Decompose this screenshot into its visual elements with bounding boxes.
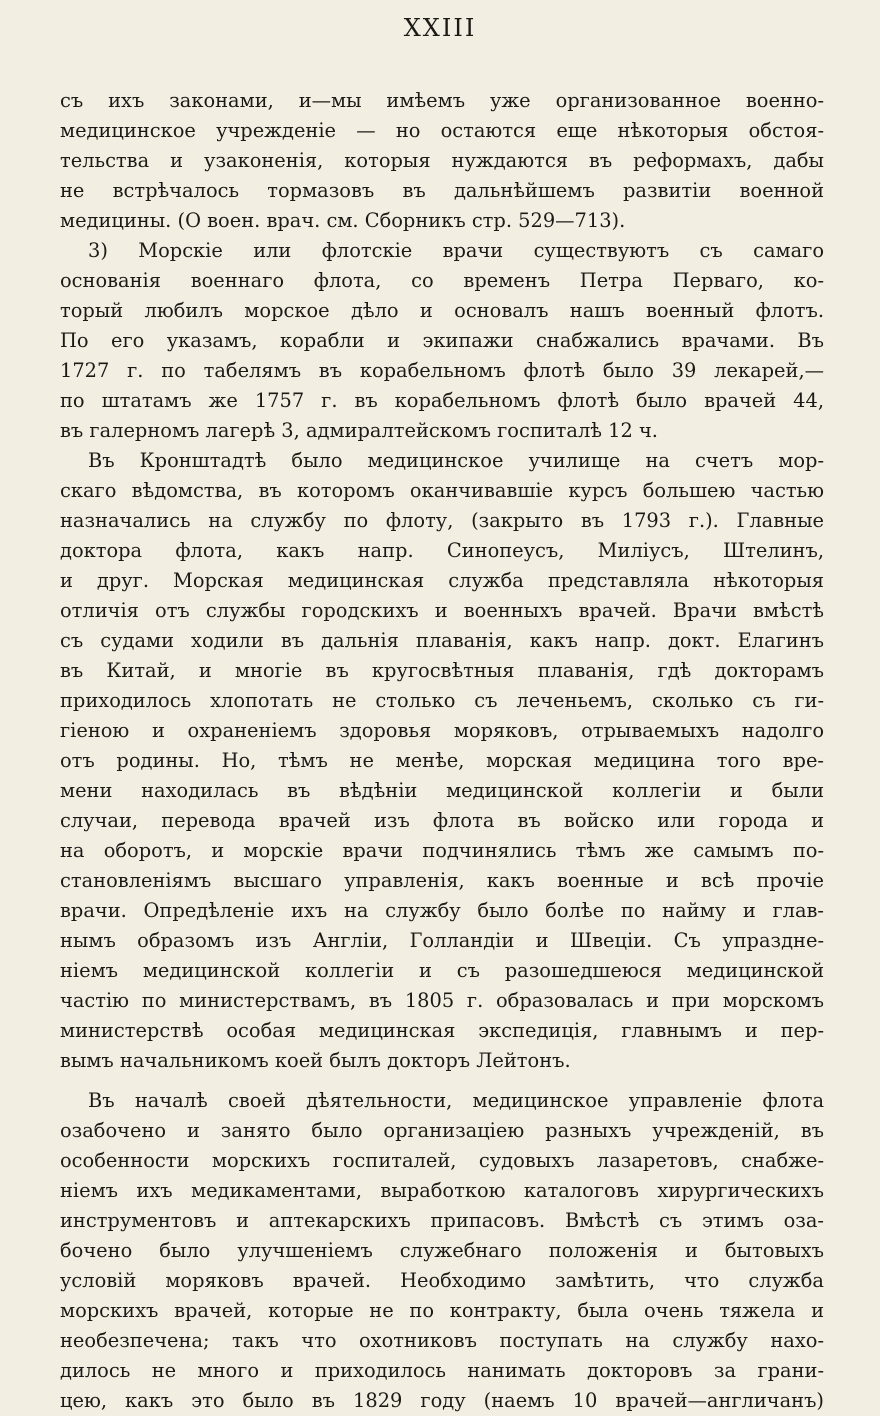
- text-line: бочено было улучшеніемъ служебнаго положенія и бытовыхъ: [60, 1239, 824, 1262]
- text-line: мени находилась въ вѣдѣніи медицинской коллегіи и были: [60, 779, 824, 802]
- text-line: съ судами ходили въ дальнія плаванія, какъ напр. докт. Елагинъ: [60, 629, 824, 652]
- text-line: инструментовъ и аптекарскихъ припасовъ. Вмѣстѣ съ этимъ оза-: [60, 1209, 824, 1232]
- text-line: морскихъ врачей, которые не по контракту, была очень тяжела и: [60, 1299, 824, 1322]
- text-line: медицинское учрежденіе — но остаются еще нѣкоторыя обстоя-: [60, 119, 824, 142]
- text-line: 3) Морскіе или флотскіе врачи существуютъ съ самаго: [88, 239, 824, 262]
- text-line: Въ Кронштадтѣ было медицинское училище на счетъ мор-: [88, 449, 824, 472]
- text-line: Въ началѣ своей дѣятельности, медицинское управленіе флота: [88, 1089, 824, 1112]
- text-line: отъ родины. Но, тѣмъ не менѣе, морская медицина того вре-: [60, 749, 824, 772]
- text-line: отличія отъ службы городскихъ и военныхъ врачей. Врачи вмѣстѣ: [60, 599, 824, 622]
- text-line: назначались на службу по флоту, (закрыто въ 1793 г.). Главные: [60, 509, 824, 532]
- text-line: условій моряковъ врачей. Необходимо замѣтить, что служба: [60, 1269, 824, 1292]
- text-line: медицины. (О воен. врач. см. Сборникъ стр. 529—713).: [60, 209, 626, 232]
- text-line: приходилось хлопотать не столько съ леченьемъ, сколько съ ги-: [60, 689, 824, 712]
- text-line: ніемъ медицинской коллегіи и съ разошедшеюся медицинской: [60, 959, 824, 982]
- paragraph-gap: [60, 1076, 824, 1086]
- text-line: ніемъ ихъ медикаментами, выработкою каталоговъ хирургическихъ: [60, 1179, 824, 1202]
- text-line: въ галерномъ лагерѣ 3, адмиралтейскомъ госпиталѣ 12 ч.: [60, 419, 658, 442]
- body-text: [60, 86, 824, 1416]
- text-line: по штатамъ же 1757 г. въ корабельномъ флотѣ было врачей 44,: [60, 389, 824, 412]
- text-line: нымъ образомъ изъ Англіи, Голландіи и Швеціи. Съ упраздне-: [60, 929, 824, 952]
- text-line: въ Китай, и многіе въ кругосвѣтныя плаванія, гдѣ докторамъ: [60, 659, 824, 682]
- text-line: становленіямъ высшаго управленія, какъ военные и всѣ прочіе: [60, 869, 824, 892]
- text-line: цею, какъ это было въ 1829 году (наемъ 10 врачей—англичанъ): [60, 1389, 824, 1412]
- text-line: По его указамъ, корабли и экипажи снабжались врачами. Въ: [60, 329, 824, 352]
- text-line: случаи, перевода врачей изъ флота въ войско или города и: [60, 809, 824, 832]
- text-line: не встрѣчалось тормазовъ въ дальнѣйшемъ развитіи военной: [60, 179, 824, 202]
- text-line: тельства и узаконенія, которыя нуждаются въ реформахъ, дабы: [60, 149, 824, 172]
- text-line: вымъ начальникомъ коей былъ докторъ Лейтонъ.: [60, 1049, 571, 1072]
- page-number: XXIII: [403, 14, 477, 42]
- text-line: врачи. Опредѣленіе ихъ на службу было болѣе по найму и глав-: [60, 899, 824, 922]
- text-line: 1727 г. по табелямъ въ корабельномъ флотѣ было 39 лекарей,—: [60, 359, 824, 382]
- text-line: съ ихъ законами, и—мы имѣемъ уже организованное военно-: [60, 89, 824, 112]
- text-line: необезпечена; такъ что охотниковъ поступать на службу нахо-: [60, 1329, 824, 1352]
- text-line: дилось не много и приходилось нанимать докторовъ за грани-: [60, 1359, 824, 1382]
- text-line: особенности морскихъ госпиталей, судовыхъ лазаретовъ, снабже-: [60, 1149, 824, 1172]
- text-line: основанія военнаго флота, со временъ Петра Перваго, ко-: [60, 269, 824, 292]
- text-line: министерствѣ особая медицинская экспедиція, главнымъ и пер-: [60, 1019, 824, 1042]
- text-line: озабочено и занято было организаціею разныхъ учрежденій, въ: [60, 1119, 824, 1142]
- text-line: доктора флота, какъ напр. Синопеусъ, Миліусъ, Штелинъ,: [60, 539, 824, 562]
- text-line: частію по министерствамъ, въ 1805 г. образовалась и при морскомъ: [60, 989, 824, 1012]
- text-line: скаго вѣдомства, въ которомъ оканчивавшіе курсъ большею частью: [60, 479, 824, 502]
- text-line: торый любилъ морское дѣло и основалъ нашъ военный флотъ.: [60, 299, 824, 322]
- text-line: гіеною и охраненіемъ здоровья моряковъ, отрываемыхъ надолго: [60, 719, 824, 742]
- text-line: и друг. Морская медицинская служба представляла нѣкоторыя: [60, 569, 824, 592]
- text-line: на оборотъ, и морскіе врачи подчинялись тѣмъ же самымъ по-: [60, 839, 824, 862]
